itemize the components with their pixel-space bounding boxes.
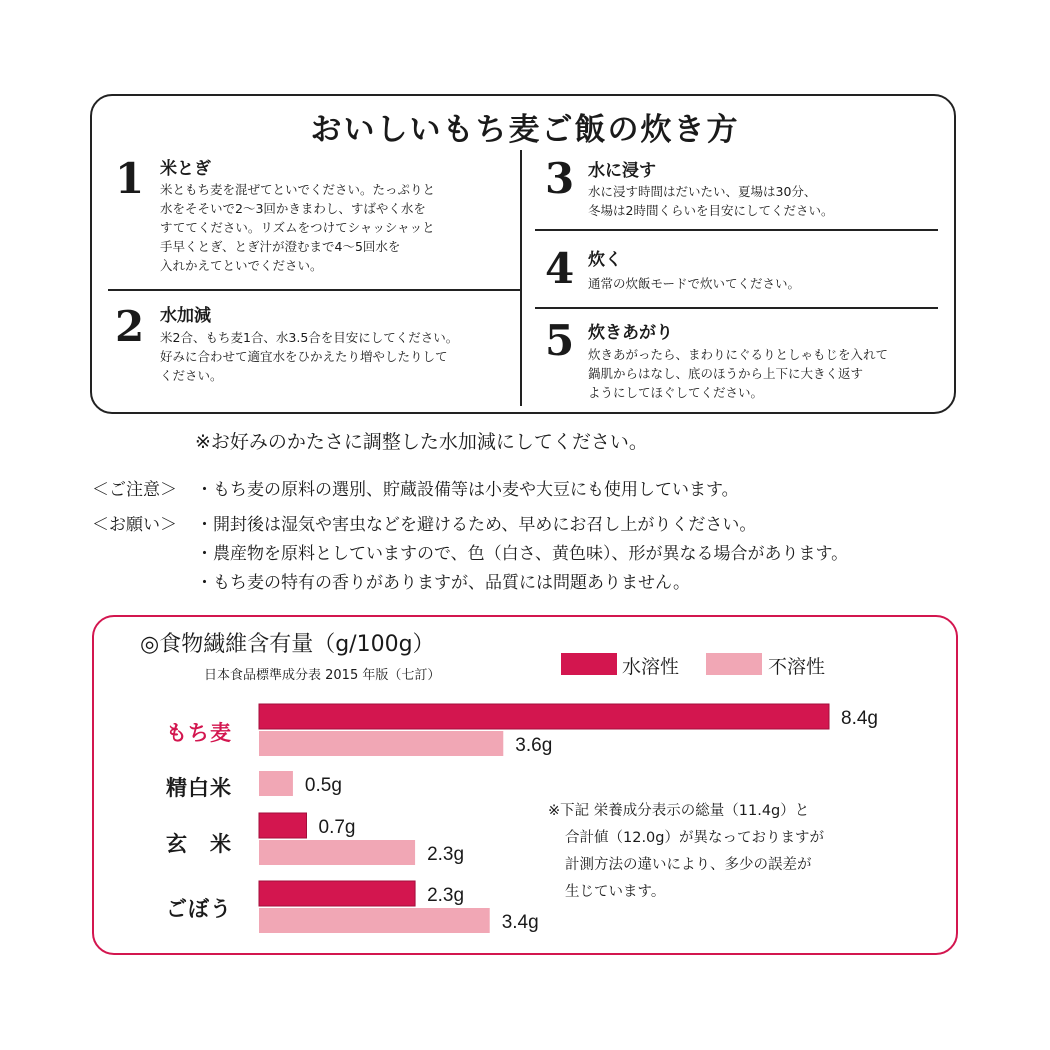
step-body: 米ともち麦を混ぜてといでください。たっぷりと 水をそそいで2〜3回かきまわし、すばやく水を すててください。リズムをつけてシャッシャッと 手早くとぎ、とぎ汁が澄むまで4〜5回水を 入れかえてといでください。 bbox=[160, 182, 436, 273]
bar-insoluble-3 bbox=[259, 908, 490, 933]
step-body: 米2合、もち麦1合、水3.5合を目安にしてください。 好みに合わせて適宜水をひかえたり増やしたりして ください。 bbox=[160, 330, 459, 383]
bar-insoluble-2 bbox=[259, 840, 415, 865]
request-item: ・もち麦の特有の香りがありますが、品質には問題ありません。 bbox=[196, 573, 691, 593]
chart-subtitle: 日本食品標準成分表 2015 年版（七訂） bbox=[204, 668, 441, 683]
request-item: ・農産物を原料としていますので、色（白さ、黄色味）、形が異なる場合があります。 bbox=[196, 544, 849, 564]
step-number: 1 bbox=[115, 154, 145, 203]
category-label: 玄 米 bbox=[166, 832, 232, 856]
step-heading: 炊きあがり bbox=[588, 323, 673, 343]
request-label: ＜お願い＞ bbox=[92, 515, 177, 535]
category-label: もち麦 bbox=[166, 721, 232, 745]
category-label: ごぼう bbox=[166, 897, 232, 921]
request-item: ・開封後は湿気や害虫などを避けるため、早めにお召し上がりください。 bbox=[196, 515, 757, 535]
step-body: 水に浸す時間はだいたい、夏場は30分、 冬場は2時間くらいを目安にしてください。 bbox=[588, 184, 834, 218]
step-number: 5 bbox=[545, 316, 575, 365]
step-heading: 水加減 bbox=[160, 306, 211, 326]
caution-item: ・もち麦の原料の選別、貯蔵設備等は小麦や大豆にも使用しています。 bbox=[196, 480, 739, 500]
instructions-title: おいしいもち麦ご飯の炊き方 bbox=[310, 112, 740, 148]
step-body: 炊きあがったら、まわりにぐるりとしゃもじを入れて 鍋肌からはなし、底のほうから上下に大きく返す ようにしてほぐしてください。 bbox=[588, 347, 889, 400]
chart-title: ◎食物繊維含有量（g/100g） bbox=[140, 632, 435, 657]
legend-label-soluble: 水溶性 bbox=[622, 656, 680, 678]
bar-soluble-0 bbox=[259, 704, 829, 729]
step-number: 4 bbox=[545, 244, 575, 293]
water-adjust-note: ※お好みのかたさに調整した水加減にしてください。 bbox=[195, 431, 648, 453]
bar-value-label: 2.3g bbox=[427, 885, 465, 906]
bar-value-label: 0.5g bbox=[304, 775, 342, 796]
step-heading: 水に浸す bbox=[588, 161, 656, 181]
step-body: 通常の炊飯モードで炊いてください。 bbox=[588, 276, 801, 291]
step-heading: 炊く bbox=[588, 250, 622, 270]
step-heading: 米とぎ bbox=[160, 159, 211, 179]
bar-soluble-3 bbox=[259, 881, 415, 906]
bar-value-label: 3.4g bbox=[501, 912, 539, 933]
bar-insoluble-1 bbox=[259, 771, 293, 796]
chart-footnote: ※下記 栄養成分表示の総量（11.4g）と 合計値（12.0g）が異なっておりますが 計測方法の違いにより、多少の誤差が 生じています。 bbox=[548, 803, 824, 900]
bar-value-label: 2.3g bbox=[427, 844, 465, 865]
bar-value-label: 0.7g bbox=[318, 817, 356, 838]
bar-value-label: 3.6g bbox=[515, 735, 553, 756]
step-number: 2 bbox=[115, 302, 145, 351]
step-number: 3 bbox=[545, 154, 575, 203]
bar-soluble-2 bbox=[259, 813, 307, 838]
category-label: 精白米 bbox=[166, 776, 232, 800]
caution-label: ＜ご注意＞ bbox=[92, 480, 177, 500]
bar-value-label: 8.4g bbox=[841, 708, 878, 729]
legend-label-insoluble: 不溶性 bbox=[768, 656, 826, 678]
bar-insoluble-0 bbox=[259, 731, 503, 756]
